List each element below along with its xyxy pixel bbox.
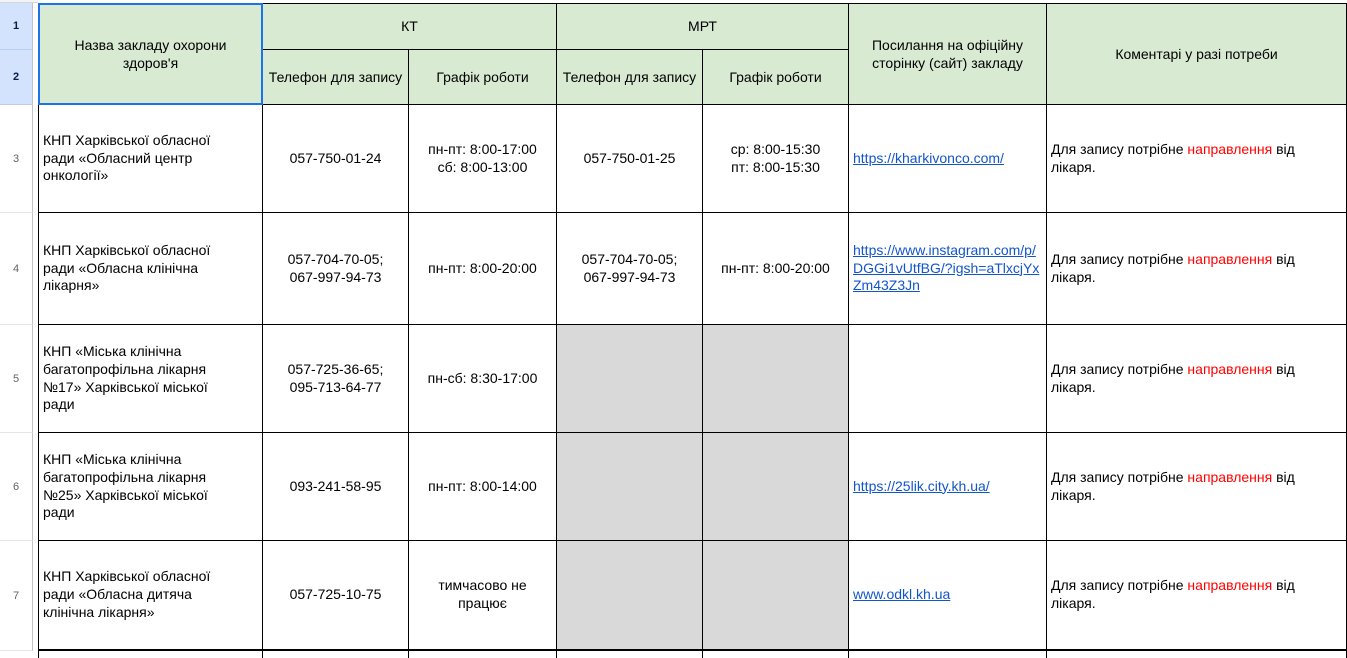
text-line: багатопрофільна лікарня xyxy=(43,360,207,377)
cell-mrt-phone[interactable] xyxy=(557,541,703,651)
warning-text: направлення xyxy=(1187,140,1273,157)
text-line: КНП Харківської обласної xyxy=(43,568,211,585)
comment-text: від лікаря. xyxy=(1051,577,1295,611)
partial-row-cell xyxy=(263,651,409,658)
text-line: 057-725-36-65; xyxy=(287,360,384,377)
cell-kt-schedule[interactable] xyxy=(409,213,557,325)
cell-comment[interactable] xyxy=(1047,433,1347,541)
comment-text: від лікаря. xyxy=(1051,140,1295,175)
comment-line xyxy=(1051,469,1343,505)
comment-line xyxy=(1051,141,1343,177)
comment-text: Для запису потрібне xyxy=(1051,577,1188,594)
cell-link[interactable] xyxy=(849,541,1047,651)
comment-text: Для запису потрібне xyxy=(1051,360,1188,377)
text-line: сб: 8:00-13:00 xyxy=(437,158,528,175)
row-header-2[interactable]: 2 xyxy=(0,50,33,105)
comment-text: від лікаря. xyxy=(1051,468,1295,503)
header-comments-cell[interactable]: Коментарі у разі потреби xyxy=(1047,3,1347,105)
cell-mrt-phone[interactable] xyxy=(557,325,703,433)
header-link-cell[interactable]: Посилання на офіційну сторінку (сайт) закладу xyxy=(849,3,1047,105)
cell-link[interactable] xyxy=(849,433,1047,541)
text-line: 057-704-70-05; xyxy=(287,250,384,267)
facility-link[interactable]: https://www.instagram.com/p/DGGi1vUtfBG/?igsh=aTlxcjYxZm43Z3Jn xyxy=(853,241,1040,294)
text-line: 067-997-94-73 xyxy=(583,268,676,285)
text-line: 057-725-10-75 xyxy=(289,586,382,603)
text-line: КНП «Міська клінічна xyxy=(43,450,182,467)
cell-facility[interactable] xyxy=(38,325,263,433)
text-line: КНП Харківської обласної xyxy=(43,241,211,258)
comment-line xyxy=(1051,361,1343,397)
comment-line xyxy=(1051,251,1343,287)
header-mrt-cell[interactable]: МРТ xyxy=(557,3,849,50)
text-line: онкології» xyxy=(43,167,109,184)
facility-link[interactable]: https://kharkivonco.com/ xyxy=(853,149,1004,166)
cell-facility[interactable] xyxy=(38,105,263,213)
facility-link[interactable]: www.odkl.kh.ua xyxy=(853,586,951,603)
cell-mrt-phone[interactable] xyxy=(557,433,703,541)
cell-kt-schedule[interactable] xyxy=(409,325,557,433)
cell-comment[interactable] xyxy=(1047,105,1347,213)
text-line: лікарня» xyxy=(43,277,100,294)
text-line: №25» Харківської міської xyxy=(43,486,208,503)
comment-text: Для запису потрібне xyxy=(1051,250,1188,267)
comment-text: Для запису потрібне xyxy=(1051,468,1188,485)
text-line: пн-пт: 8:00-20:00 xyxy=(428,259,537,276)
header-mrt-schedule-cell[interactable]: Графік роботи xyxy=(703,50,849,105)
cell-comment[interactable] xyxy=(1047,325,1347,433)
text-line: пн-пт: 8:00-14:00 xyxy=(428,477,537,494)
row-header-6[interactable]: 6 xyxy=(0,433,33,541)
text-line: КНП Харківської обласної xyxy=(43,131,211,148)
row-header-5[interactable]: 5 xyxy=(0,325,33,433)
text-line: ради «Обласна дитяча xyxy=(43,586,192,603)
text-line: тимчасово не xyxy=(438,577,527,594)
comment-text: від лікаря. xyxy=(1051,360,1295,395)
text-line: багатопрофільна лікарня xyxy=(43,468,207,485)
cell-mrt-schedule[interactable] xyxy=(703,433,849,541)
cell-mrt-schedule[interactable] xyxy=(703,541,849,651)
text-line: ради xyxy=(43,504,75,521)
text-line: пн-пт: 8:00-17:00 xyxy=(428,140,537,157)
row-header-4[interactable]: 4 xyxy=(0,213,33,325)
cell-kt-phone[interactable] xyxy=(263,105,409,213)
cell-comment[interactable] xyxy=(1047,213,1347,325)
warning-text: направлення xyxy=(1187,250,1273,267)
partial-row-cell xyxy=(38,651,263,658)
header-kt-phone-cell[interactable]: Телефон для запису xyxy=(263,50,409,105)
text-line: 057-750-01-24 xyxy=(289,149,382,166)
text-line: пн-сб: 8:30-17:00 xyxy=(427,369,538,386)
partial-row-cell xyxy=(1047,651,1347,658)
cell-kt-schedule[interactable] xyxy=(409,105,557,213)
row-header-3[interactable]: 3 xyxy=(0,105,33,213)
warning-text: направлення xyxy=(1187,468,1273,485)
partial-row-cell xyxy=(409,651,557,658)
text-line: ради «Обласний центр xyxy=(43,149,193,166)
header-kt-schedule-cell[interactable]: Графік роботи xyxy=(409,50,557,105)
cell-mrt-phone[interactable] xyxy=(557,213,703,325)
comment-text: від лікаря. xyxy=(1051,250,1295,285)
text-line: 093-241-58-95 xyxy=(289,477,382,494)
cell-mrt-phone[interactable] xyxy=(557,105,703,213)
warning-text: направлення xyxy=(1187,577,1273,594)
cell-link[interactable] xyxy=(849,213,1047,325)
text-line: пн-пт: 8:00-20:00 xyxy=(721,259,830,276)
cell-link[interactable] xyxy=(849,325,1047,433)
warning-text: направлення xyxy=(1187,360,1273,377)
comment-line xyxy=(1051,577,1343,613)
text-line: 057-750-01-25 xyxy=(583,149,676,166)
text-line: 095-713-64-77 xyxy=(289,378,382,395)
cell-kt-phone[interactable] xyxy=(263,433,409,541)
partial-row-cell xyxy=(557,651,703,658)
cell-kt-phone[interactable] xyxy=(263,325,409,433)
text-line: №17» Харківської міської xyxy=(43,378,208,395)
facility-link[interactable]: https://25lik.city.kh.ua/ xyxy=(853,477,990,494)
cell-facility[interactable] xyxy=(38,433,263,541)
cell-kt-schedule[interactable] xyxy=(409,433,557,541)
text-line: 067-997-94-73 xyxy=(289,268,382,285)
cell-kt-phone[interactable] xyxy=(263,541,409,651)
text-line: ср: 8:00-15:30 xyxy=(730,140,821,157)
partial-row-cell xyxy=(703,651,849,658)
cell-link[interactable] xyxy=(849,105,1047,213)
cell-facility[interactable] xyxy=(38,213,263,325)
row-header-7[interactable]: 7 xyxy=(0,541,33,651)
text-line: 057-704-70-05; xyxy=(581,250,678,267)
header-kt-cell[interactable]: КТ xyxy=(263,3,557,50)
text-line: ради «Обласна клінічна xyxy=(43,259,199,276)
cell-mrt-schedule[interactable] xyxy=(703,213,849,325)
cell-mrt-schedule[interactable] xyxy=(703,105,849,213)
text-line: працює xyxy=(458,595,507,611)
cell-kt-phone[interactable] xyxy=(263,213,409,325)
cell-comment[interactable] xyxy=(1047,541,1347,651)
comment-text: Для запису потрібне xyxy=(1051,140,1188,157)
row-header-1[interactable]: 1 xyxy=(0,3,33,50)
text-line: пт: 8:00-15:30 xyxy=(731,158,820,175)
text-line: ради xyxy=(43,396,75,413)
cell-mrt-schedule[interactable] xyxy=(703,325,849,433)
header-facility-cell[interactable]: Назва закладу охорони здоров'я xyxy=(38,3,263,105)
partial-row-cell xyxy=(849,651,1047,658)
text-line: клінічна лікарня» xyxy=(43,603,155,620)
cell-kt-schedule[interactable] xyxy=(409,541,557,651)
header-mrt-phone-cell[interactable]: Телефон для запису xyxy=(557,50,703,105)
cell-facility[interactable] xyxy=(38,541,263,651)
text-line: КНП «Міська клінічна xyxy=(43,342,182,359)
